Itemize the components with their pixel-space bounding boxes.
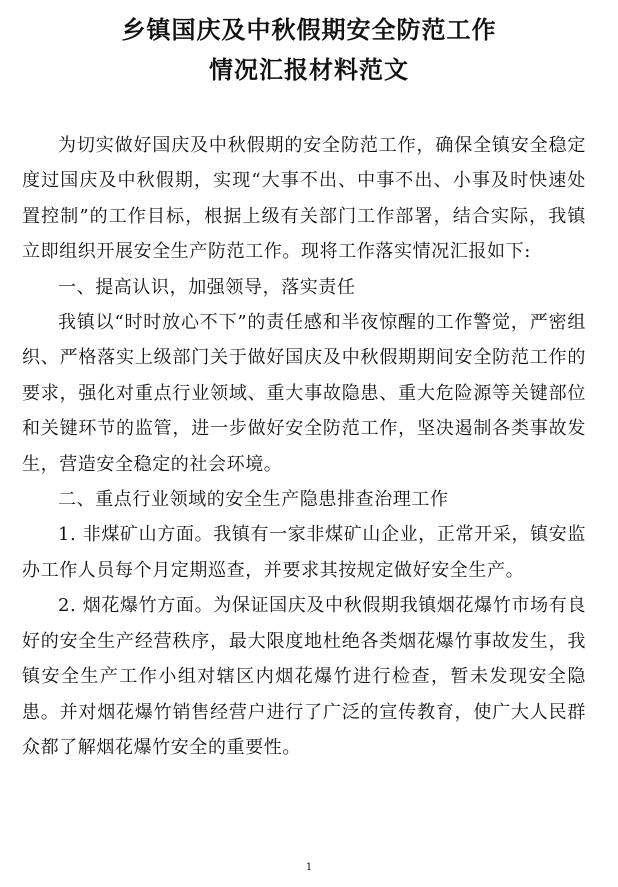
document-title-line-2: 情况汇报材料范文 <box>209 56 409 84</box>
page-number: 1 <box>305 862 313 873</box>
document-title-line-1: 乡镇国庆及中秋假期安全防范工作 <box>121 16 497 44</box>
document-body <box>22 128 586 765</box>
item-1-paragraph: 1. 非煤矿山方面。我镇有一家非煤矿山企业，正常开采，镇安监办工作人员每个月定期巡查，并要求其按规定做好安全生产。 <box>22 524 586 581</box>
section-heading-2: 二、重点行业领域的安全生产隐患排查治理工作 <box>58 489 449 511</box>
section-1-paragraph: 我镇以“时时放心不下”的责任感和半夜惊醒的工作警觉，严密组织、严格落实上级部门关于做好国庆及中秋假期期间安全防范工作的要求，强化对重点行业领域、重大事故隐患、重大危险源等关键部位和关键环节的监管，进一步做好安全防范工作，坚决遏制各类事故发生，营造安全稳定的社会环境。 <box>22 312 586 475</box>
section-heading-1: 一、提高认识，加强领导，落实责任 <box>58 276 356 298</box>
item-2-paragraph: 2. 烟花爆竹方面。为保证国庆及中秋假期我镇烟花爆竹市场有良好的安全生产经营秩序，最大限度地杜绝各类烟花爆竹事故发生，我镇安全生产工作小组对辖区内烟花爆竹进行检查，暂未发现安全隐患。并对烟花爆竹销售经营户进行了广泛的宣传教育，使广大人民群众都了解烟花爆竹安全的重要性。 <box>22 595 586 758</box>
intro-paragraph: 为切实做好国庆及中秋假期的安全防范工作，确保全镇安全稳定度过国庆及中秋假期，实现“大事不出、中事不出、小事及时快速处置控制”的工作目标，根据上级有关部门工作部署，结合实际，我镇立即组织开展安全生产防范工作。现将工作落实情况汇报如下: <box>22 135 586 263</box>
